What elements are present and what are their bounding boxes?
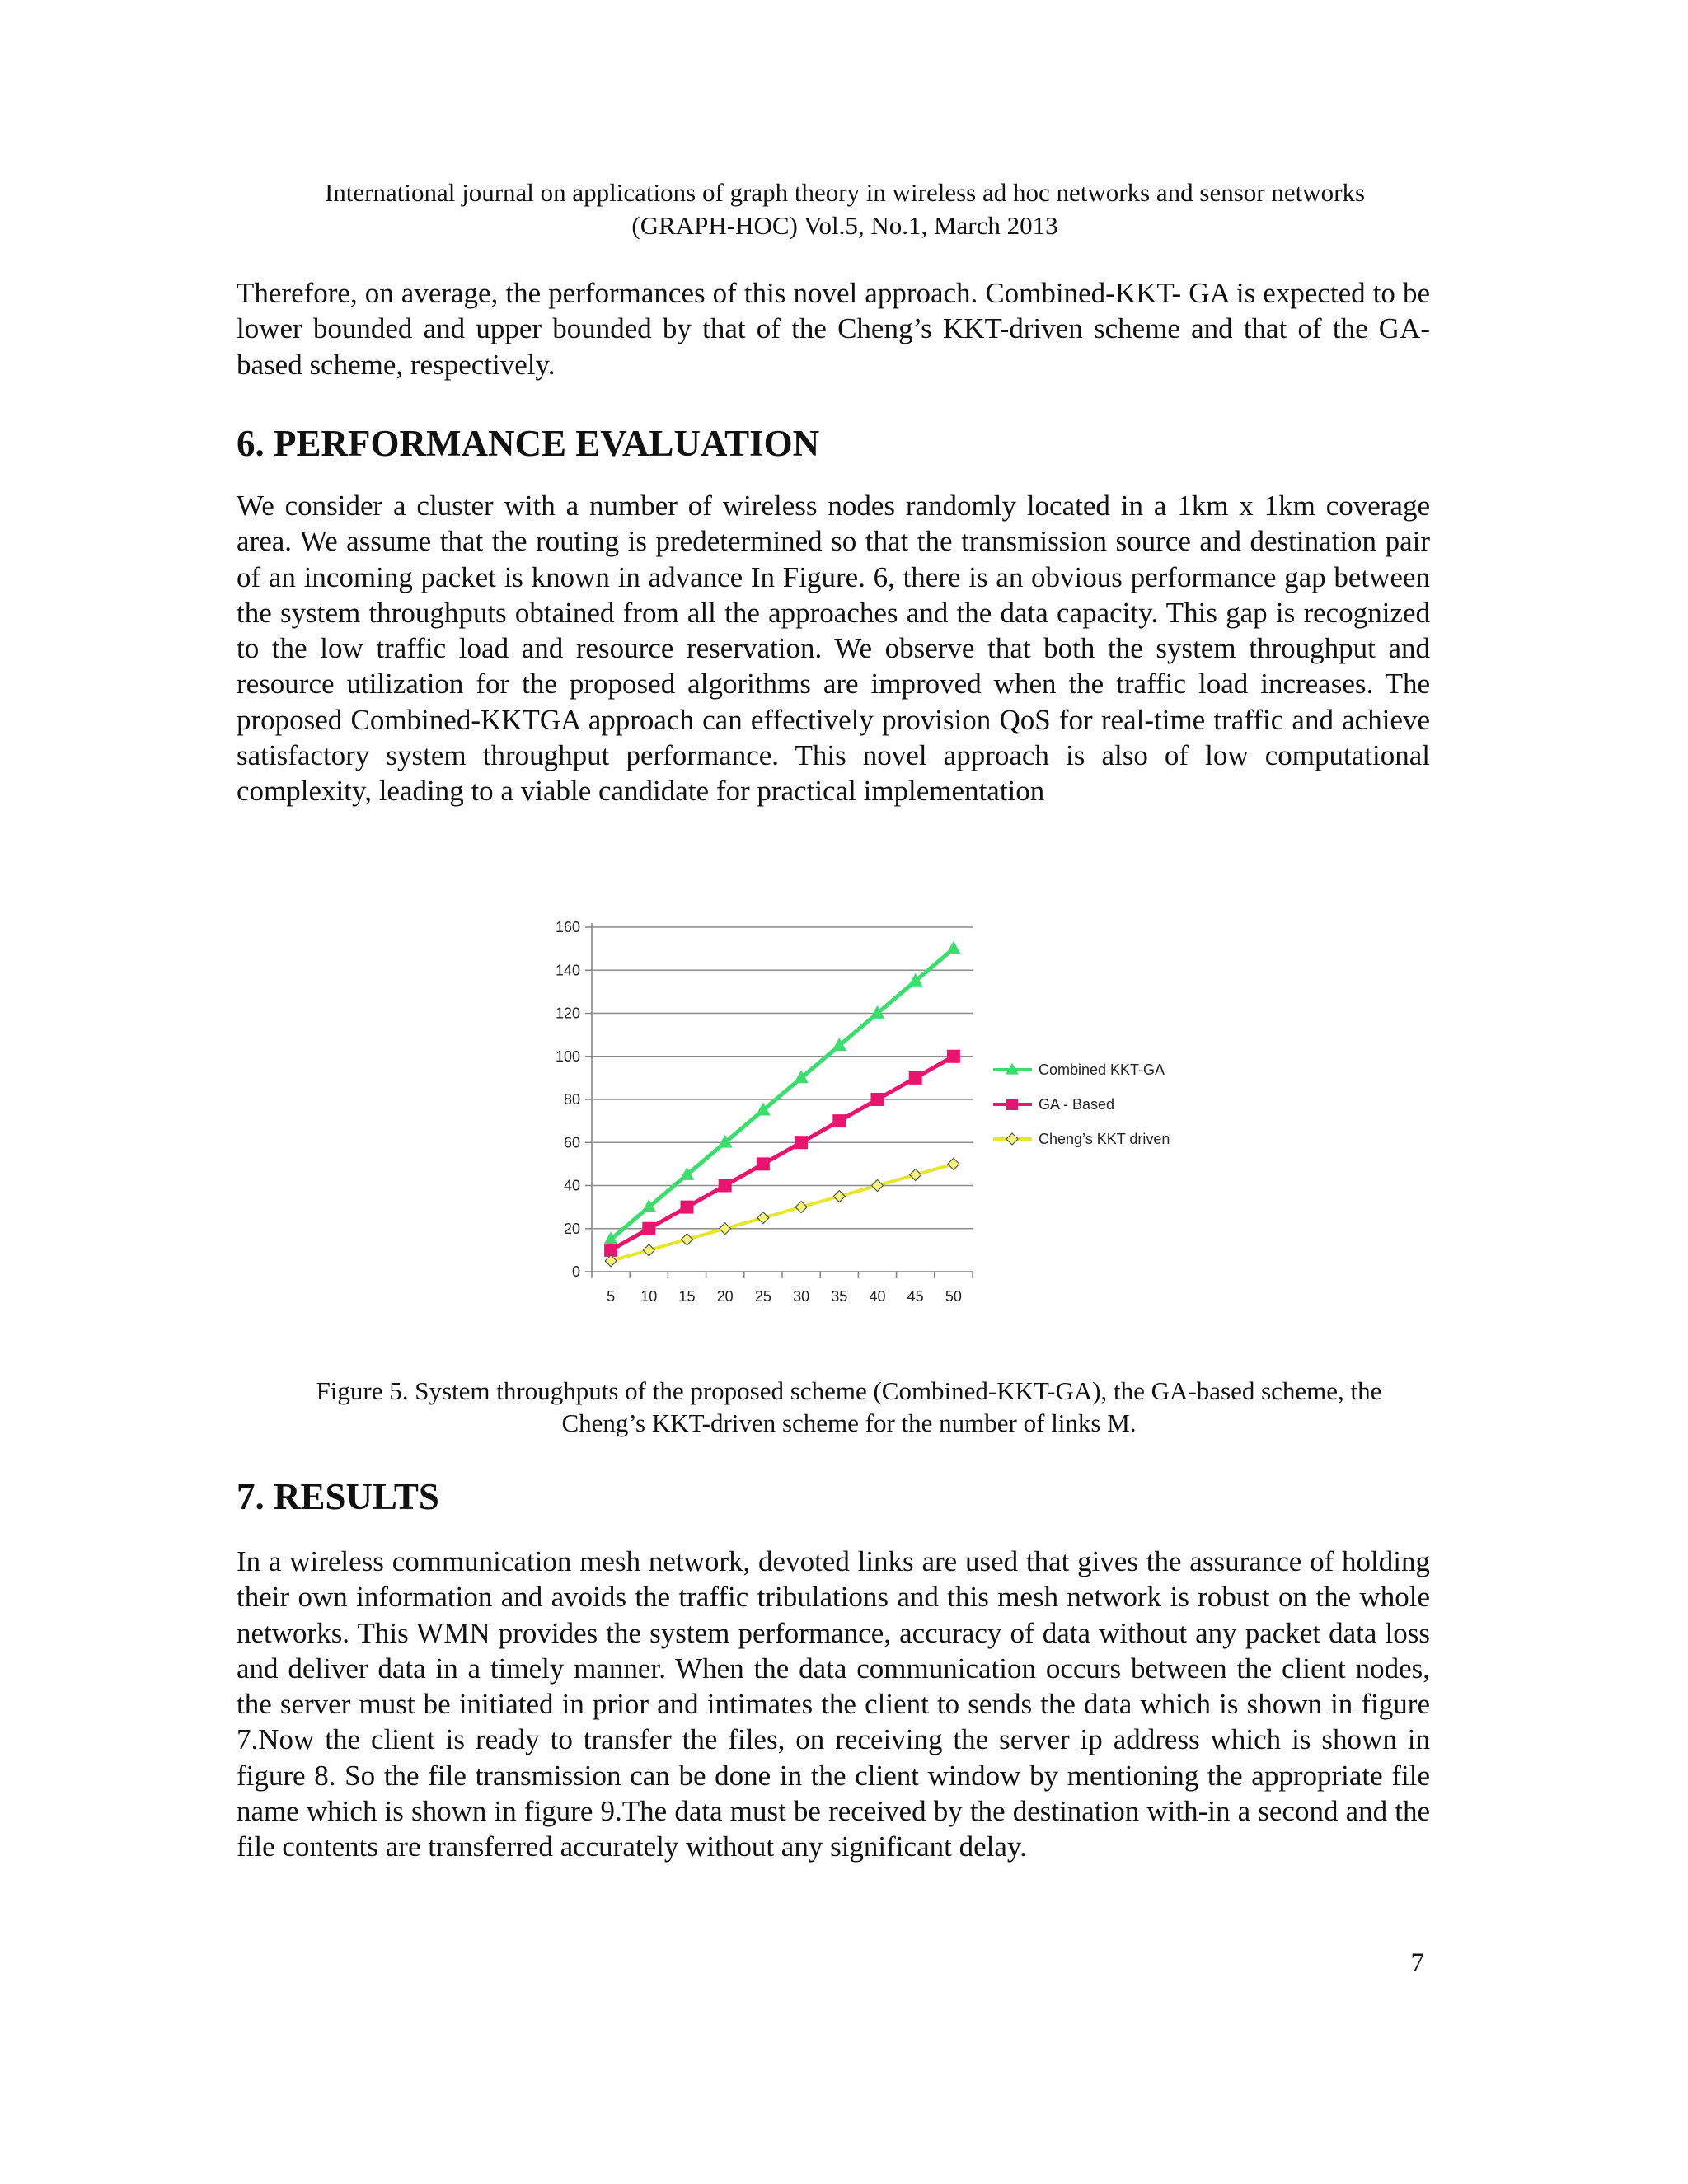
x-tick-label-35: 35 xyxy=(831,1288,848,1305)
legend-label-ga-based: GA - Based xyxy=(1039,1096,1115,1113)
y-tick-label-120: 120 xyxy=(555,1005,580,1022)
data-point-cheng-s-kkt-driven-40 xyxy=(872,1180,884,1192)
chart-series xyxy=(603,941,960,1267)
x-tick-label-30: 30 xyxy=(793,1288,810,1305)
series-line-cheng-s-kkt-driven xyxy=(611,1164,954,1261)
x-tick-label-10: 10 xyxy=(640,1288,658,1305)
legend-label-cheng-s-kkt-driven: Cheng’s KKT driven xyxy=(1039,1131,1170,1147)
data-point-ga-based-45 xyxy=(909,1071,922,1085)
y-tick-label-100: 100 xyxy=(555,1047,580,1065)
legend-marker-ga-based xyxy=(1006,1099,1018,1110)
data-point-cheng-s-kkt-driven-35 xyxy=(833,1191,845,1202)
legend-marker-cheng-s-kkt-driven xyxy=(1006,1133,1018,1145)
journal-header-line2: (GRAPH-HOC) Vol.5, No.1, March 2013 xyxy=(631,211,1058,240)
x-tick-label-15: 15 xyxy=(678,1288,696,1305)
x-tick-label-45: 45 xyxy=(907,1288,924,1305)
data-point-cheng-s-kkt-driven-15 xyxy=(682,1234,693,1245)
data-point-cheng-s-kkt-driven-10 xyxy=(643,1244,654,1256)
page-number: 7 xyxy=(1410,1948,1424,1978)
series-line-ga-based xyxy=(611,1057,954,1250)
data-point-cheng-s-kkt-driven-5 xyxy=(605,1255,617,1267)
y-tick-label-80: 80 xyxy=(563,1091,580,1108)
x-tick-label-50: 50 xyxy=(945,1288,962,1305)
x-tick-label-5: 5 xyxy=(607,1288,616,1305)
y-tick-label-60: 60 xyxy=(563,1134,580,1151)
data-point-cheng-s-kkt-driven-25 xyxy=(757,1212,769,1224)
x-tick-label-25: 25 xyxy=(754,1288,771,1305)
y-tick-label-160: 160 xyxy=(555,919,580,935)
intro-paragraph: Therefore, on average, the performances of this novel approach. Combined-KKT- GA is expected to be lower bounded and upper bounded by that of the Cheng’s KKT-driven scheme and that of the GA-based scheme, respectively. xyxy=(237,277,1430,381)
data-point-ga-based-50 xyxy=(947,1050,960,1063)
section-7-paragraph: In a wireless communication mesh network, devoted links are used that gives the assurance of holding their own information and avoids the traffic tribulations and this mesh network is robust on the whole networks. This WMN provides the system performance, accuracy of data without any packet data loss and deliver data in a timely manner. When the data communication occurs between the client nodes, the server must be initiated in prior and intimates the client to sends the data which is shown in figure 7.Now the client is ready to transfer the files, on receiving the server ip address which is shown in figure 8. So the file transmission can be done in the client window by mentioning the appropriate file name which is shown in figure 9.The data must be received by the destination with-in a second and the file contents are transferred accurately without any significant delay. xyxy=(237,1545,1430,1863)
x-tick-label-40: 40 xyxy=(869,1288,886,1305)
data-point-ga-based-20 xyxy=(719,1179,732,1193)
data-point-cheng-s-kkt-driven-45 xyxy=(910,1169,921,1180)
y-tick-label-0: 0 xyxy=(571,1263,580,1280)
figure-caption-line1: Figure 5. System throughputs of the proposed scheme (Combined-KKT-GA), the GA-based scheme, the xyxy=(316,1376,1382,1405)
data-point-ga-based-35 xyxy=(832,1114,846,1127)
data-point-ga-based-10 xyxy=(642,1222,655,1235)
section-6-paragraph: We consider a cluster with a number of wireless nodes randomly located in a 1km x 1km coverage area. We assume that the routing is predetermined so that the transmission source and destination pair of an incoming packet is known in advance In Figure. 6, there is an obvious performance gap between the system throughputs obtained from all the approaches and the data capacity. This gap is recognized to the low traffic load and resource reservation. We observe that both the system throughput and resource utilization for the proposed algorithms are improved when the traffic load increases. The proposed Combined-KKTGA approach can effectively provision QoS for real-time traffic and achieve satisfactory system throughput performance. This novel approach is also of low computational complexity, leading to a viable candidate for practical implementation xyxy=(237,490,1430,808)
data-point-cheng-s-kkt-driven-50 xyxy=(948,1158,959,1169)
y-tick-label-40: 40 xyxy=(563,1177,580,1194)
section-6-heading: 6. PERFORMANCE EVALUATION xyxy=(237,423,820,464)
data-point-ga-based-15 xyxy=(681,1201,694,1214)
y-tick-label-140: 140 xyxy=(555,962,580,979)
series-line-combined-kkt-ga xyxy=(611,949,954,1240)
x-tick-label-20: 20 xyxy=(716,1288,734,1305)
figure-caption-line2: Cheng’s KKT-driven scheme for the number of links M. xyxy=(561,1408,1137,1437)
y-tick-label-20: 20 xyxy=(563,1220,580,1237)
section-7-heading: 7. RESULTS xyxy=(237,1476,439,1517)
figure-caption xyxy=(251,1375,1447,1439)
journal-header-line1: International journal on applications of graph theory in wireless ad hoc networks and sensor networks xyxy=(324,178,1366,207)
data-point-combined-kkt-ga-50 xyxy=(946,941,961,954)
chart-legend xyxy=(993,1062,1170,1147)
journal-header xyxy=(235,176,1455,242)
data-point-ga-based-30 xyxy=(795,1136,808,1149)
data-point-cheng-s-kkt-driven-30 xyxy=(795,1202,807,1213)
data-point-cheng-s-kkt-driven-20 xyxy=(720,1223,731,1235)
legend-label-combined-kkt-ga: Combined KKT-GA xyxy=(1039,1062,1165,1078)
throughput-line-chart xyxy=(528,907,1203,1327)
data-point-ga-based-25 xyxy=(757,1157,770,1170)
data-point-ga-based-40 xyxy=(871,1093,884,1106)
